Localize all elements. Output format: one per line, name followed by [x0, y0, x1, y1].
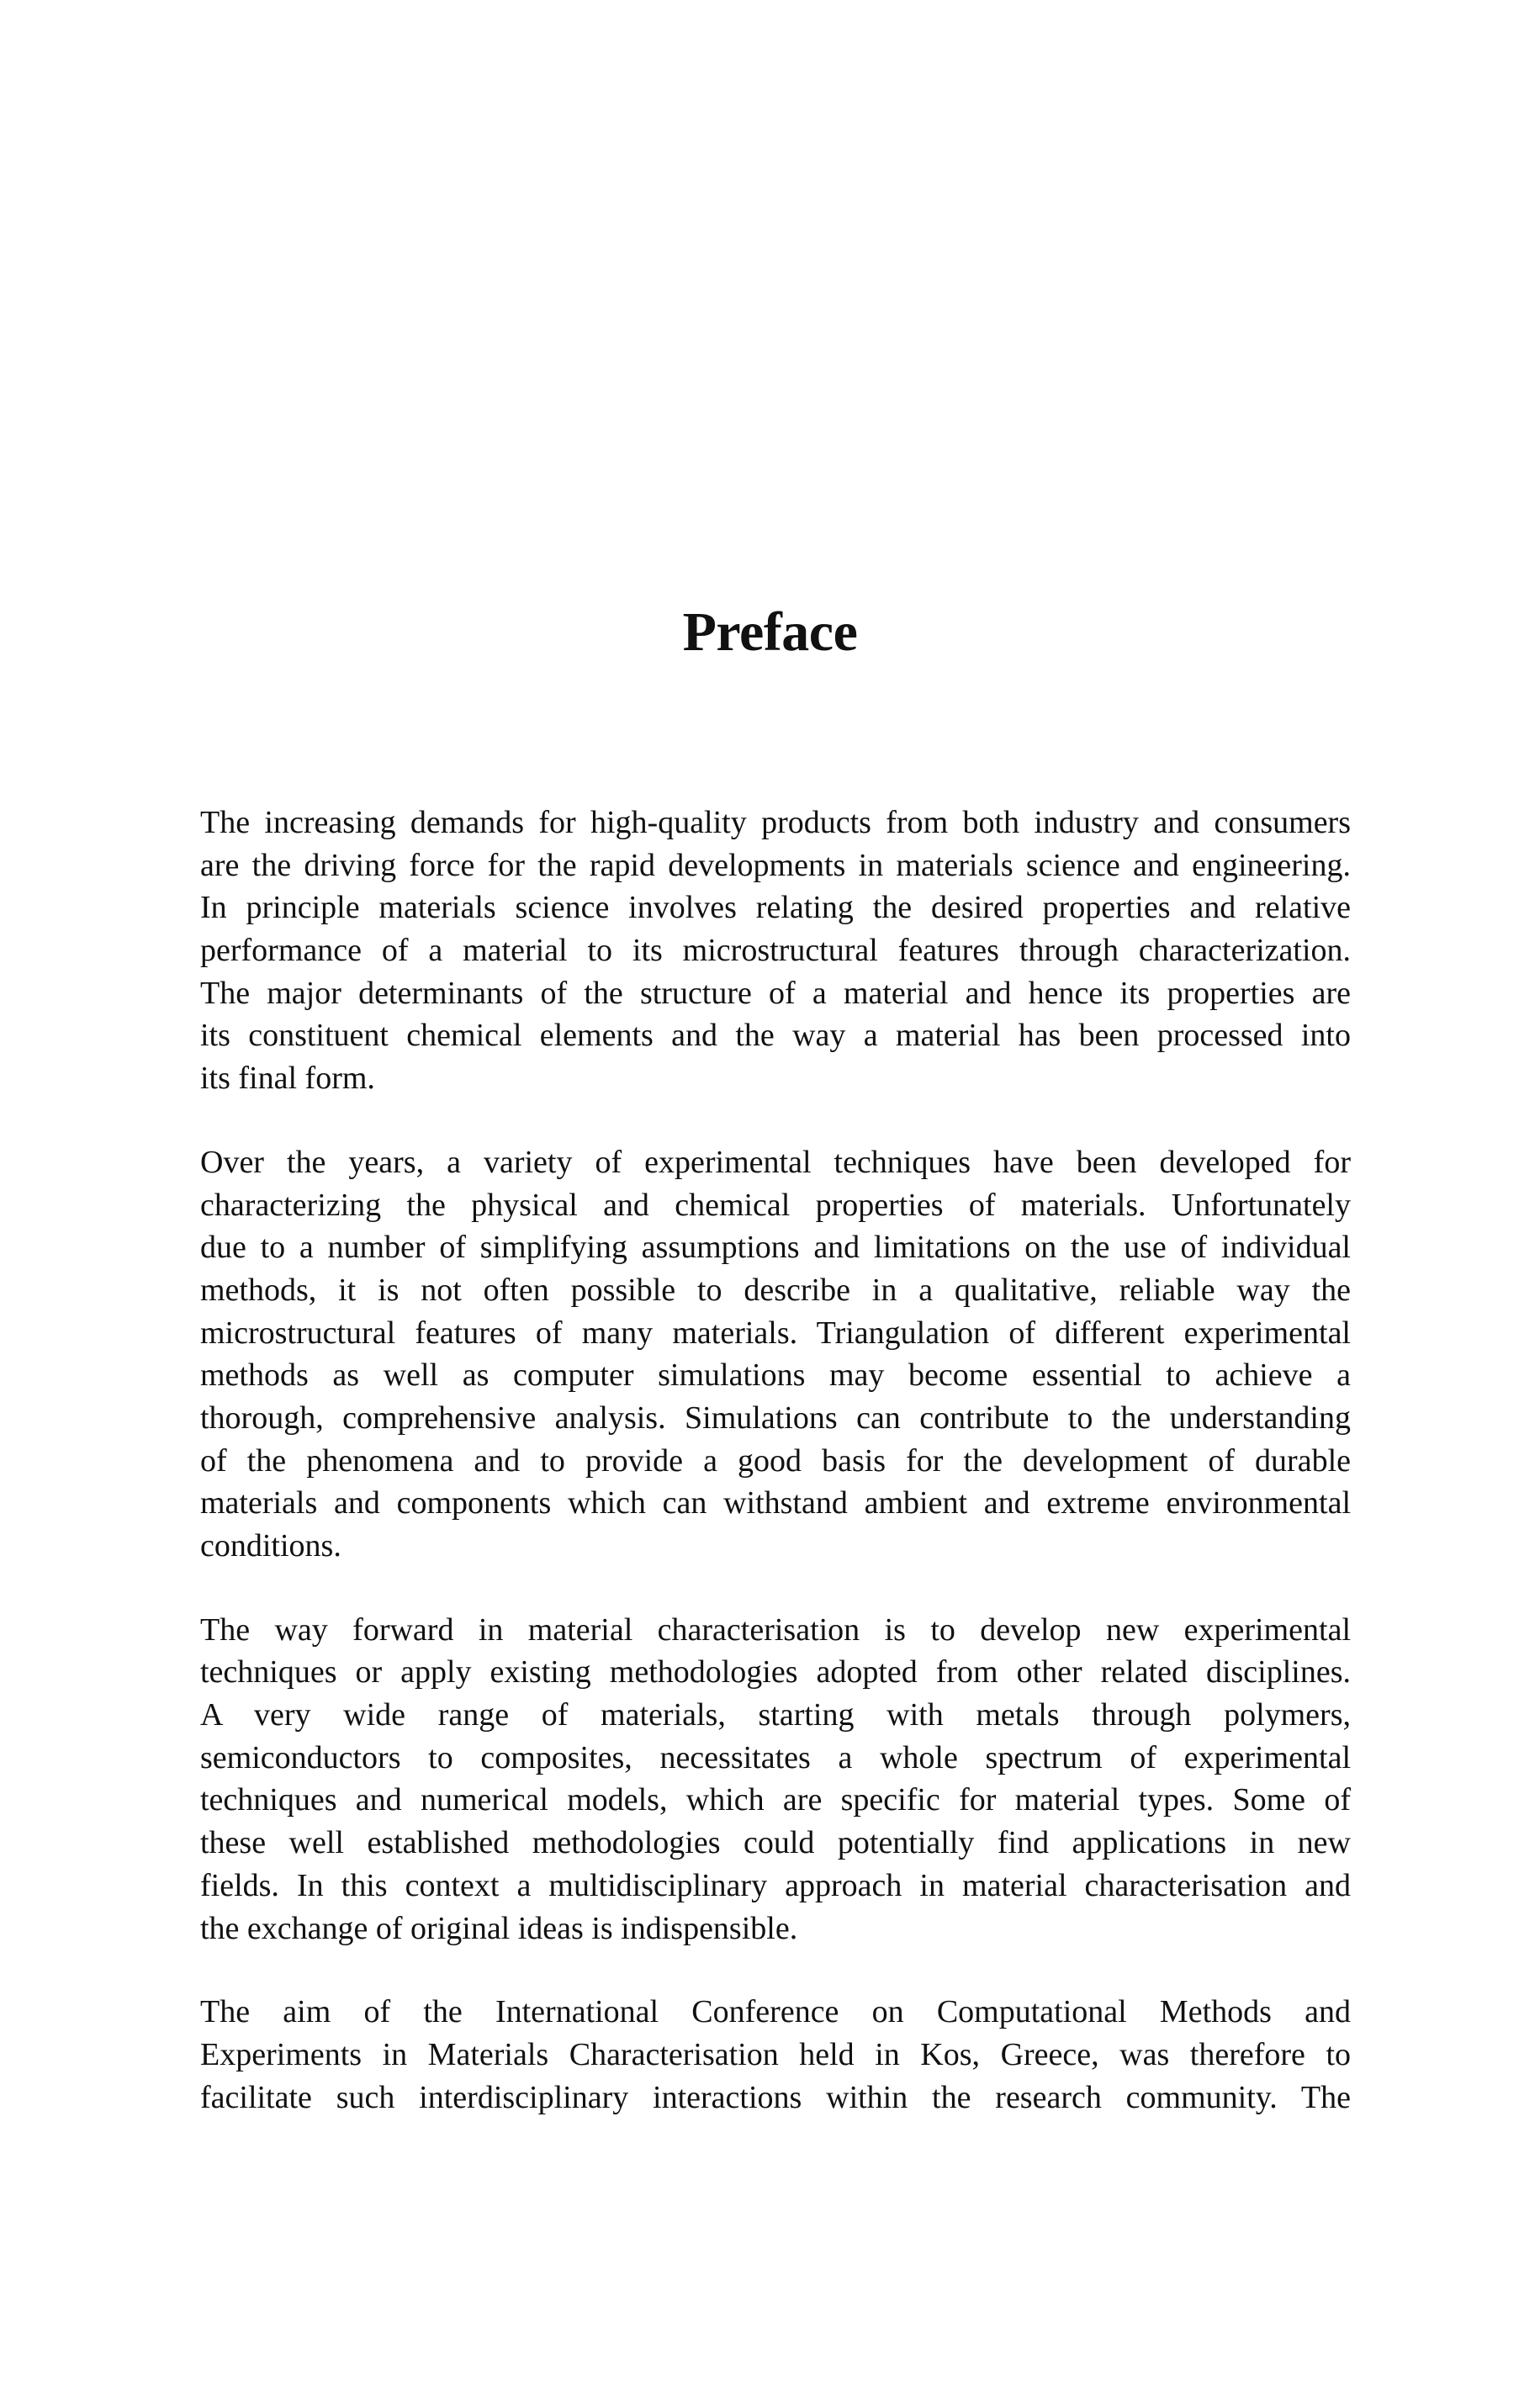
paragraph-2 — [200, 1141, 1351, 1568]
preface-body — [200, 802, 1351, 2160]
text-line: Experiments in Materials Characterisation held in Kos, Greece, was therefore to — [200, 2036, 1351, 2072]
text-line: conditions. — [200, 1528, 341, 1564]
text-line: these well established methodologies could potentially find applications in new — [200, 1825, 1351, 1861]
text-line: thorough, comprehensive analysis. Simulations can contribute to the understanding — [200, 1400, 1351, 1436]
text-line: The increasing demands for high-quality products from both industry and consumers — [200, 805, 1351, 840]
text-line: The aim of the International Conference on Computational Methods and — [200, 1994, 1351, 2030]
text-line: due to a number of simplifying assumptions and limitations on the use of individual — [200, 1230, 1351, 1266]
text-line: methods as well as computer simulations may become essential to achieve a — [200, 1357, 1351, 1394]
text-line: Over the years, a variety of experimental techniques have been developed for — [200, 1144, 1351, 1180]
text-line: are the driving force for the rapid developments in materials science and engineering. — [200, 847, 1351, 883]
text-line: of the phenomena and to provide a good basis for the development of durable — [200, 1442, 1351, 1479]
text-line: The major determinants of the structure of a material and hence its properties are — [200, 975, 1351, 1011]
text-line: The way forward in material characterisation is to develop new experimental — [200, 1611, 1351, 1648]
text-line: performance of a material to its microstructural features through characterization. — [200, 933, 1351, 969]
paragraph-1 — [200, 802, 1351, 1100]
paragraph-4 — [200, 1991, 1351, 2119]
text-line: characterizing the physical and chemical properties of materials. Unfortunately — [200, 1187, 1351, 1223]
text-line: fields. In this context a multidisciplinary approach in material characterisation and — [200, 1867, 1351, 1903]
text-line: methods, it is not often possible to describe in a qualitative, reliable way the — [200, 1272, 1351, 1308]
text-line: A very wide range of materials, starting with metals through polymers, — [200, 1697, 1351, 1733]
text-line: the exchange of original ideas is indispensible. — [200, 1910, 798, 1946]
text-line: facilitate such interdisciplinary interactions within the research community. The — [200, 2079, 1351, 2115]
text-line: microstructural features of many materials. Triangulation of different experimental — [200, 1315, 1351, 1351]
text-line: techniques and numerical models, which are specific for material types. Some of — [200, 1782, 1351, 1818]
text-line: its constituent chemical elements and the way a material has been processed into — [200, 1018, 1351, 1054]
text-line: techniques or apply existing methodologies adopted from other related disciplines. — [200, 1654, 1351, 1691]
text-line: materials and components which can withstand ambient and extreme environmental — [200, 1485, 1351, 1521]
text-line: semiconductors to composites, necessitates a whole spectrum of experimental — [200, 1739, 1351, 1775]
text-line: In principle materials science involves relating the desired properties and relative — [200, 890, 1351, 926]
text-line: its final form. — [200, 1061, 375, 1097]
paragraph-3 — [200, 1609, 1351, 1950]
page-title: Preface — [682, 601, 858, 663]
